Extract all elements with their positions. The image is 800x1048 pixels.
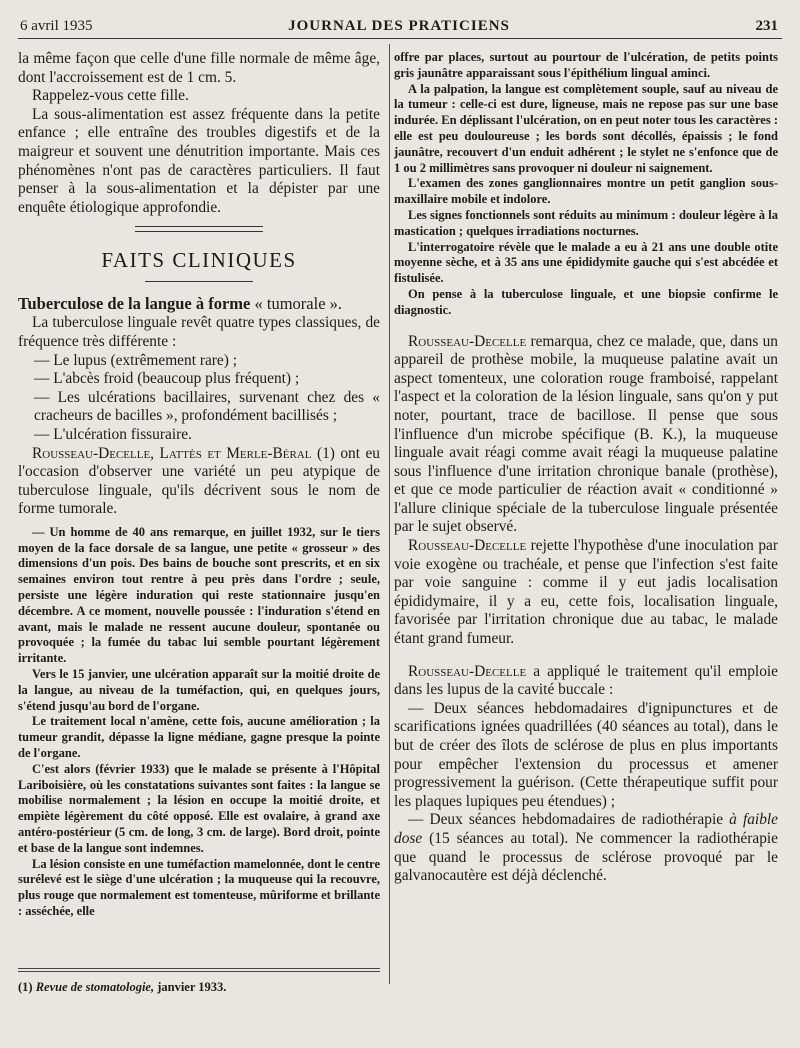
treatment-item <box>394 811 778 885</box>
case-title-main: Tuberculose de la langue à forme <box>18 294 251 314</box>
treatment-item: — Deux séances hebdomadaires d'ignipunctures et de scarifications ignées quadrillées (40 séances au total), dans le but de créer des îlots de sclérose de plus en plus importants pour empêcher l'extension du processus et amener progressivement la guérison. (Cette thérapeutique suffit pour les plaques lupiques peu étendues) ; <box>394 699 778 810</box>
journal-title: JOURNAL DES PRATICIENS <box>288 18 510 34</box>
section-title: FAITS CLINIQUES <box>101 248 297 273</box>
left-column <box>18 50 380 920</box>
footnote-rule <box>18 968 380 969</box>
page-header <box>20 14 778 38</box>
list-item: — L'ulcération fissuraire. <box>34 425 192 443</box>
paragraph: Rappelez-vous cette fille. <box>32 87 189 105</box>
footnote-journal: Revue de stomatologie, <box>35 980 155 994</box>
authors-text: ont eu l'occasion d'observer une variété un peu atypique de tuberculose linguale, qu'ils décrivent sous le nom de forme tumorale. <box>18 444 380 518</box>
footnote <box>18 980 380 995</box>
emphasis: à faible dose <box>394 811 779 847</box>
author-name: Rousseau-Decelle <box>408 332 527 350</box>
footnote-date: janvier 1933. <box>154 980 227 994</box>
authors-names: Rousseau-Decelle, Lattès et Merle-Béral <box>32 444 312 462</box>
case-paragraph: L'examen des zones ganglionnaires montre un petit ganglion sous-maxillaire mobile et indolore. <box>394 176 778 207</box>
footnote-ref: (1) <box>311 444 335 462</box>
case-paragraph: L'interrogatoire révèle que le malade a eu à 21 ans une double otite moyenne sèche, et à 35 ans une épididymite gauche qui s'est abcédée et fistulisée. <box>394 239 778 286</box>
title-rule <box>145 281 253 282</box>
author-name: Rousseau-Decelle <box>408 662 527 680</box>
case-paragraph: Le traitement local n'amène, cette fois, aucune amélioration ; la tumeur grandit, dépasse la ligne médiane, gagne presque la pointe de l'organe. <box>18 714 380 761</box>
intro-paragraph: La tuberculose linguale revêt quatre types classiques, de fréquence très différente : <box>18 314 380 350</box>
list-item: — L'abcès froid (beaucoup plus fréquent) ; <box>34 370 300 388</box>
paragraph-text: (15 séances au total). Ne commencer la radiothérapie que quand le processus de sclérose provoqué par le galvanocautère est déjà déclenché. <box>394 829 778 885</box>
case-paragraph: Vers le 15 janvier, une ulcération apparaît sur la moitié droite de la langue, au niveau de la tuméfaction, qui, en quelques jours, s'étend jusqu'au bord de l'organe. <box>18 667 380 713</box>
paragraph-text: — Deux séances hebdomadaires de radiothérapie <box>408 811 730 829</box>
footnote-rule <box>18 971 380 972</box>
paragraph: La sous-alimentation est assez fréquente dans la petite enfance ; elle entraîne des troubles digestifs et de la maigreur et souvent une dénutrition importante. Mais ces phénomènes n'ont pas de caractères particuliers. Il faut penser à la sous-alimentation et la dépister par une enquête étiologique approfondie. <box>18 105 380 216</box>
header-rule <box>18 38 782 39</box>
discussion-paragraph <box>394 537 778 649</box>
paragraph-text: rejette l'hypothèse d'une inoculation par voie exogène ou trachéale, et pense que l'infection s'est faite par voie sanguine : comme il y eut jadis localisation épididymaire, il y a eu, cette fois, localisation linguale, favorisée par l'irritation chronique due au tabac, le malade étant grand fumeur. <box>394 537 778 648</box>
case-title-quote: « tumorale ». <box>254 294 343 314</box>
list-item: — Les ulcérations bacillaires, survenant chez des « cracheurs de bacilles », profondément bacillisés ; <box>34 388 380 425</box>
discussion-paragraph <box>394 333 778 538</box>
case-paragraph: offre par places, surtout au pourtour de l'ulcération, de petits points gris jaunâtre apparaissant sous l'épithélium lingual aminci. <box>394 50 778 80</box>
author-name: Rousseau-Decelle <box>408 537 527 555</box>
paragraph-text: remarqua, chez ce malade, que, dans un appareil de prothèse mobile, la muqueuse palatine avait un aspect tomenteux, une coloration rouge framboisé, rappelant l'aspect et la coloration de la lésion linguale, sans qu'on y put noter, pourtant, trace de bacillose. Il pense que sous l'influence d'un microbe spécifique (B. K.), la muqueuse linguale avait réagi comme avait réagi la muqueuse palatine sous l'influence d'une irritation chronique banale (prothèse), et que ce mode particulier de réaction avait « conditionné » l'allure clinique spéciale de la tuberculose linguale présentée par le sujet observé. <box>394 332 778 536</box>
header-date: 6 avril 1935 <box>20 18 93 34</box>
column-rule <box>389 44 390 984</box>
list-item: — Le lupus (extrêmement rare) ; <box>34 351 237 369</box>
right-column <box>394 50 778 886</box>
paragraph: la même façon que celle d'une fille normale de même âge, dont l'accroissement est de 1 cm. 5. <box>18 50 380 86</box>
case-paragraph: — Un homme de 40 ans remarque, en juillet 1932, sur le tiers moyen de la face dorsale de sa langue, une petite « grosseur » des dimensions d'un pois. Des bains de bouche sont prescrits, et en six semaines environ tout rentre à peu près dans l'ordre ; seule, persiste une légère induration qui reste stationnaire jusqu'en décembre. A ce moment, nouvelle poussée : l'induration s'étend en avant, mais le malade ne ressent aucune douleur, spontanée ou provoquée ; la fumée du tabac lui semble pourtant légèrement irritante. <box>18 524 380 666</box>
case-paragraph: On pense à la tuberculose linguale, et une biopsie confirme le diagnostic. <box>394 286 778 317</box>
case-paragraph: La lésion consiste en une tuméfaction mamelonnée, dont le centre surélevé est le siège d'une ulcération ; la muqueuse qui la recouvre, plus rouge que normalement est tomenteuse, mûriforme et brillante : asséchée, elle <box>18 856 380 918</box>
case-title <box>18 294 380 314</box>
authors-paragraph <box>18 445 380 519</box>
footnote-number: (1) <box>18 980 36 994</box>
paragraph-text: a appliqué le traitement qu'il emploie dans les lupus de la cavité buccale : <box>394 662 778 699</box>
page-number: 231 <box>755 18 778 34</box>
case-paragraph: A la palpation, la langue est complètement souple, sauf au niveau de la tumeur : celle-ci est dure, ligneuse, mais ne repose pas sur une base indurée. En déplissant l'ulcération, on en peut noter tous les caractères : elle est peu douloureuse ; les bords sont décollés, épaissis ; le fond jaunâtre, recouvert d'un enduit adhérent ; le stylet ne s'enfonce que de 1 ou 2 millimètres sans provoquer ni douleur ni saignement. <box>394 81 778 175</box>
double-rule <box>135 226 263 232</box>
treatment-paragraph <box>394 663 778 700</box>
case-paragraph: C'est alors (février 1933) que le malade se présente à l'Hôpital Lariboisière, où les constatations suivantes sont faites : la langue se mobilise normalement ; la lésion en occupe la moitié droite, et empiète légèrement du côté opposé. Elle est ovalaire, à grand axe antéro-postérieur (5 cm. de long, 3 cm. de large). Bord droit, pointe et base de la langue sont indemnes. <box>18 761 380 855</box>
case-paragraph: Les signes fonctionnels sont réduits au minimum : douleur légère à la mastication ; quelques irradiations nocturnes. <box>394 207 778 238</box>
